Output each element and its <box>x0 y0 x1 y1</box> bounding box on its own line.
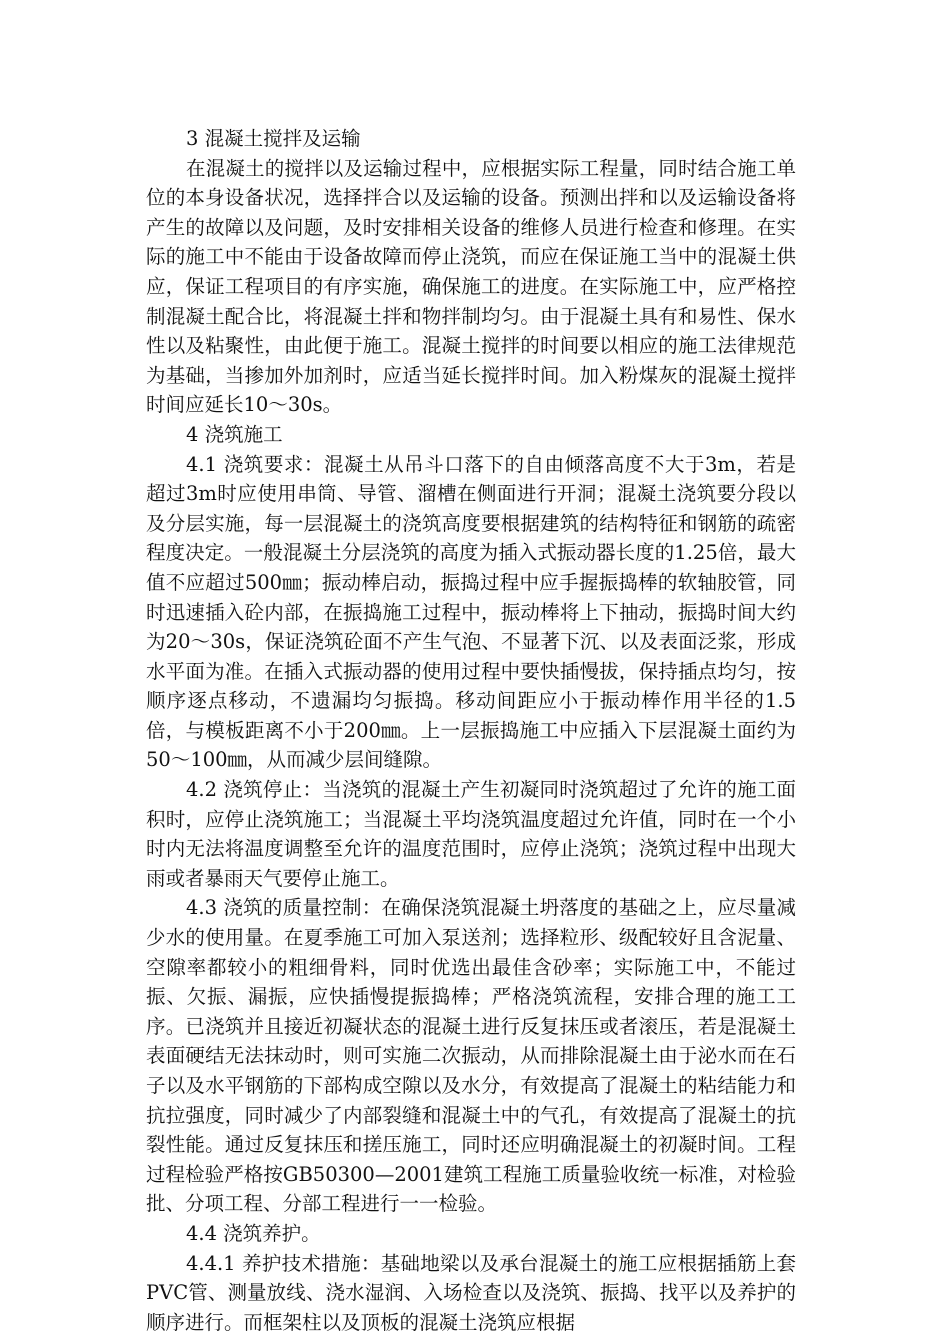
section-heading-4-4: 4.4 浇筑养护。 <box>185 1221 321 1245</box>
paragraph-curing-measures: 4.4.1 养护技术措施：基础地梁以及承台混凝土的施工应根据插筋上套PVC管、测量放线、浇水湿润、入场检查以及浇筑、振捣、找平以及养护的顺序进行。而框架柱以及顶板的混凝土浇筑应根据 <box>146 1251 796 1334</box>
paragraph-pouring-stop: 4.2 浇筑停止：当浇筑的混凝土产生初凝同时浇筑超过了允许的施工面积时，应停止浇筑施工；当混凝土平均浇筑温度超过允许值，同时在一个小时内无法将温度调整至允许的温度范围时，应停止浇筑；浇筑过程中出现大雨或者暴雨天气要停止施工。 <box>146 778 796 890</box>
paragraph-mixing-transport: 在混凝土的搅拌以及运输过程中，应根据实际工程量，同时结合施工单位的本身设备状况，选择拌合以及运输的设备。预测出拌和以及运输设备将产生的故障以及问题，及时安排相关设备的维修人员进行检查和修理。在实际的施工中不能由于设备故障而停止浇筑，而应在保证施工当中的混凝土供应，保证工程项目的有序实施，确保施工的进度。在实际施工中，应严格控制混凝土配合比，将混凝土拌和物拌制均匀。由于混凝土具有和易性、保水性以及粘聚性，由此便于施工。混凝土搅拌的时间要以相应的施工法律规范为基础，当掺加外加剂时，应适当延长搅拌时间。加入粉煤灰的混凝土搅拌时间应延长10～30s。 <box>146 156 796 417</box>
section-heading-3: 3 混凝土搅拌及运输 <box>185 127 361 150</box>
section-heading-4: 4 浇筑施工 <box>185 422 283 446</box>
paragraph-quality-control: 4.3 浇筑的质量控制：在确保浇筑混凝土坍落度的基础之上，应尽量减少水的使用量。在夏季施工可加入泵送剂；选择粒形、级配较好且含泥量、空隙率都较小的粗细骨料，同时优选出最佳含砂率；实际施工中，不能过振、欠振、漏振，应快插慢提振捣棒；严格浇筑流程，安排合理的施工工序。已浇筑并且接近初凝状态的混凝土进行反复抹压或者滚压，若是混凝土表面硬结无法抹动时，则可实施二次振动，从而排除混凝土由于泌水而在石子以及水平钢筋的下部构成空隙以及水分，有效提高了混凝土的粘结能力和抗拉强度，同时减少了内部裂缝和混凝土中的气孔，有效提高了混凝土的抗裂性能。通过反复抹压和搓压施工，同时还应明确混凝土的初凝时间。工程过程检验严格按GB50300—2001建筑工程施工质量验收统一标准，对检验批、分项工程、分部工程进行一一检验。 <box>146 896 796 1216</box>
document-body <box>146 124 796 1337</box>
paragraph-pouring-requirements: 4.1 浇筑要求：混凝土从吊斗口落下的自由倾落高度不大于3m，若是超过3m时应使用串筒、导管、溜槽在侧面进行开洞；混凝土浇筑要分段以及分层实施，每一层混凝土的浇筑高度要根据建筑的结构特征和钢筋的疏密程度决定。一般混凝土分层浇筑的高度为插入式振动器长度的1.25倍，最大值不应超过500㎜；振动棒启动，振捣过程中应手握振捣棒的软轴胶管，同时迅速插入砼内部，在振捣施工过程中，振动棒将上下抽动，振捣时间大约为20～30s，保证浇筑砼面不产生气泡、不显著下沉、以及表面泛浆，形成水平面为准。在插入式振动器的使用过程中要快插慢拔，保持插点均匀，按顺序逐点移动，不遗漏均匀振捣。移动间距应小于振动棒作用半径的1.5倍，与模板距离不小于200㎜。上一层振捣施工中应插入下层混凝土面约为50～100㎜，从而减少层间缝隙。 <box>146 452 796 772</box>
